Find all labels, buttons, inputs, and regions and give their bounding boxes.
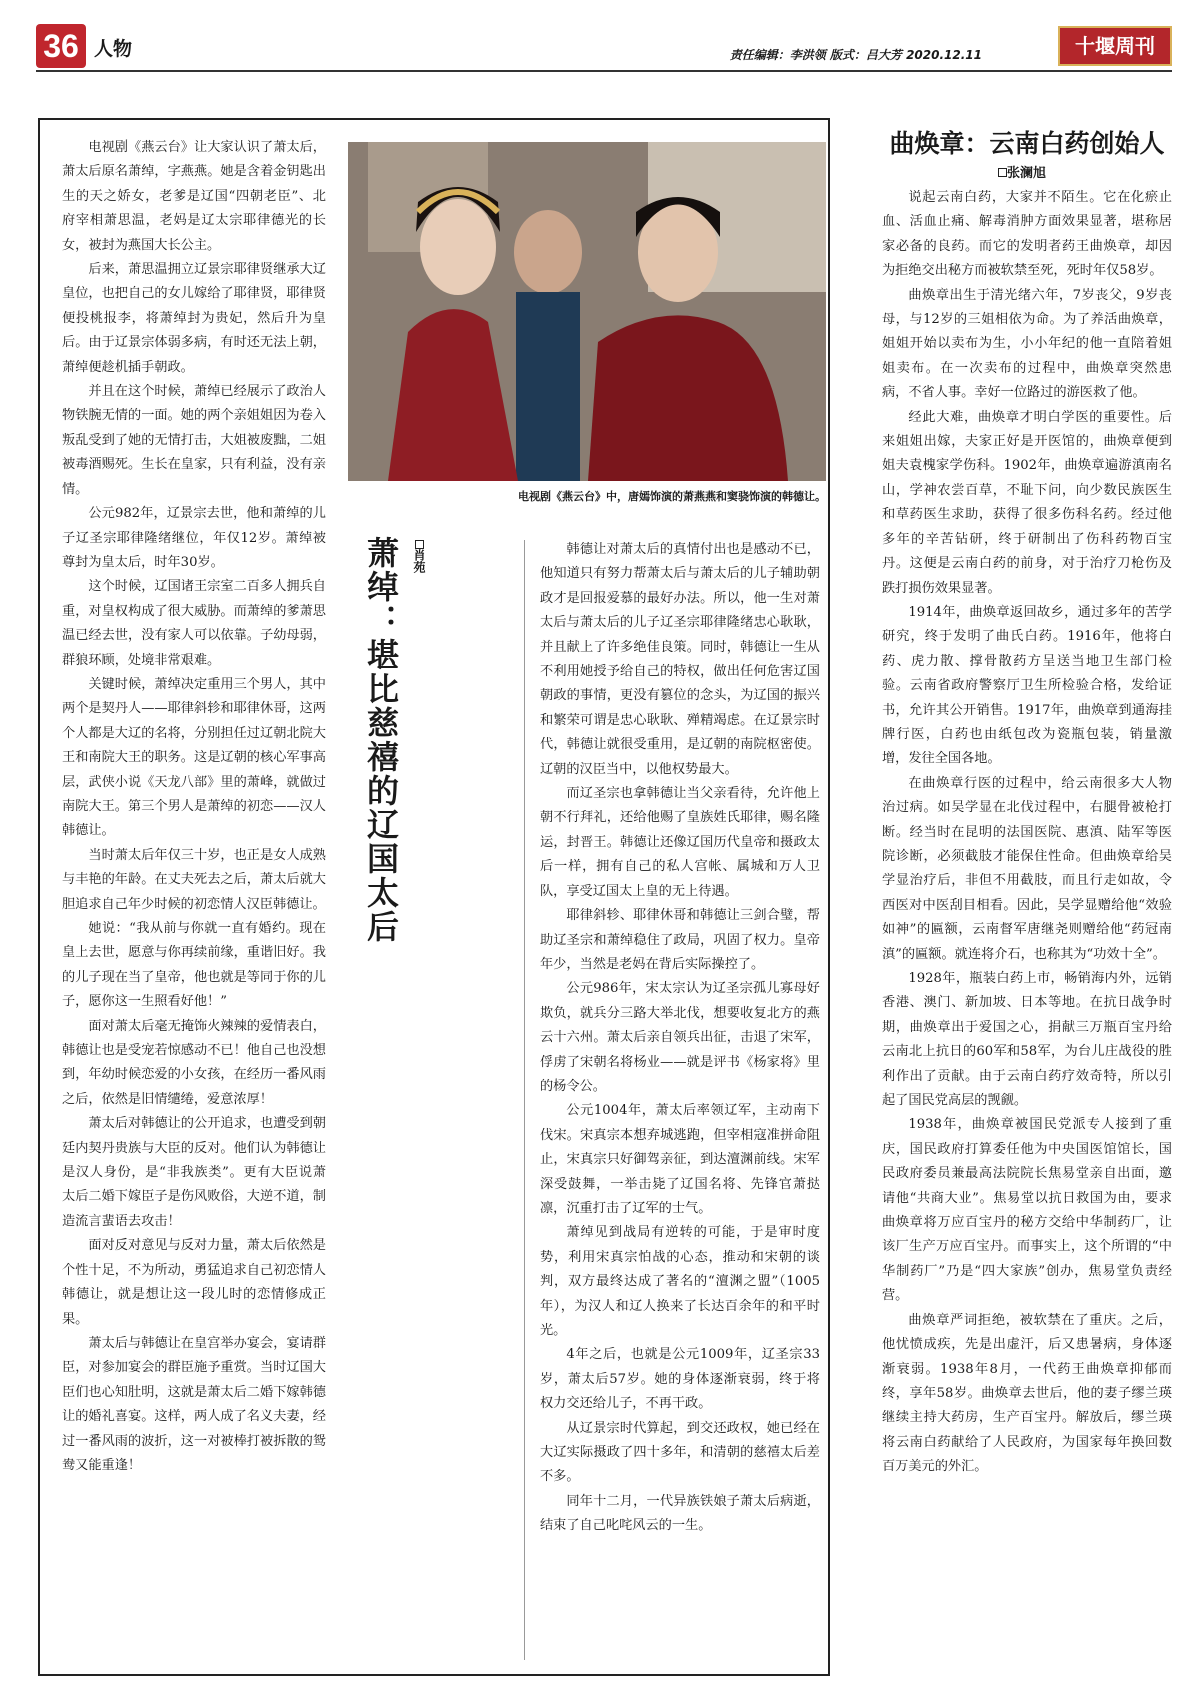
photo-caption: 电视剧《燕云台》中，唐嫣饰演的萧燕燕和窦骁饰演的韩德让。 xyxy=(518,490,826,503)
paragraph: 关键时候，萧绰决定重用三个男人，其中两个是契丹人——耶律斜轸和耶律休哥，这两个人都是大辽的名将，分别担任过辽朝北院大王和南院大王的职务。这是辽朝的核心军事高层，武侠小说《天龙八部》里的萧峰，就做过南院大王。第三个男人是萧绰的初恋——汉人韩德让。 xyxy=(62,676,326,839)
paragraph: 在曲焕章行医的过程中，给云南很多大人物治过病。如吴学显在北伐过程中，右腿骨被枪打断。经当时在昆明的法国医院、惠滇、陆军等医院诊断，必须截肢才能保住性命。但曲焕章给吴学显治疗后，非但不用截肢，而且行走如故，令西医对中医刮目相看。因此，吴学显赠给他“效验如神”的匾额，云南督军唐继尧则赠给他“药冠南滇”的匾额。就连将介石，也称其为“功效十全”。 xyxy=(882,775,1172,962)
paragraph: 曲焕章出生于清光绪六年，7岁丧父，9岁丧母，与12岁的三姐相依为命。为了养活曲焕章，姐姐开始以卖布为生，小小年纪的他一直陪着姐姐卖布。在一次卖布的过程中，曲焕章突然患病，不省人事。幸好一位路过的游医救了他。 xyxy=(882,287,1172,401)
paragraph: 后来，萧思温拥立辽景宗耶律贤继承大辽皇位，也把自己的女儿嫁给了耶律贤，耶律贤便投桃报李，将萧绰封为贵妃，然后升为皇后。由于辽景宗体弱多病，有时还无法上朝，萧绰便趁机插手朝政。 xyxy=(62,262,326,375)
editor-credits: 责任编辑：李洪领 版式：吕大芳 2020.12.11 xyxy=(729,48,982,62)
paragraph: 萧太后对韩德让的公开追求，也遭受到朝廷内契丹贵族与大臣的反对。他们认为韩德让是汉人身份，是“非我族类”。更有大臣说萧太后二婚下嫁臣子是伤风败俗，大逆不道，制造流言蜚语去攻击！ xyxy=(62,1116,326,1229)
article2-author: 张澜旭 xyxy=(1007,166,1047,181)
paragraph: 而辽圣宗也拿韩德让当父亲看待，允许他上朝不行拜礼，还给他赐了皇族姓氏耶律，赐名隆运，封晋王。韩德让还像辽国历代皇帝和摄政太后一样，拥有自己的私人宫帐、属城和万人卫队，享受辽国太上皇的无上待遇。 xyxy=(540,786,820,899)
paragraph: 公元986年，宋太宗认为辽圣宗孤儿寡母好欺负，就兵分三路大举北伐，想要收复北方的燕云十六州。萧太后亲自领兵出征，击退了宋军，俘虏了宋朝名将杨业——就是评书《杨家将》里的杨令公。 xyxy=(540,981,820,1094)
drama-still-photo xyxy=(348,142,826,481)
paragraph: 从辽景宗时代算起，到交还政权，她已经在大辽实际摄政了四十多年，和清朝的慈禧太后差不多。 xyxy=(540,1420,820,1485)
article1-title: 萧绰：堪比慈禧的辽国太后 xyxy=(362,536,400,944)
byline-box-icon xyxy=(415,540,424,549)
paragraph: 面对萧太后毫无掩饰火辣辣的爱情表白，韩德让也是受宠若惊感动不已！他自己也没想到，年幼时候恋爱的小女孩，在经历一番风雨之后，依然是旧情缱绻，爱意浓厚！ xyxy=(62,1018,326,1107)
paragraph: 并且在这个时候，萧绰已经展示了政治人物铁腕无情的一面。她的两个亲姐姐因为卷入叛乱受到了她的无情打击，大姐被废黜，二姐被毒酒赐死。生长在皇家，只有利益，没有亲情。 xyxy=(62,384,326,497)
article2-byline xyxy=(998,162,1046,181)
page-number: 36 xyxy=(36,24,86,68)
section-label: 人物 xyxy=(94,38,133,60)
paragraph: 说起云南白药，大家并不陌生。它在化瘀止血、活血止痛、解毒消肿方面效果显著，堪称居家必备的良药。而它的发明者药王曲焕章，却因为拒绝交出秘方而被软禁至死，死时年仅58岁。 xyxy=(882,190,1172,279)
page-header xyxy=(36,24,1172,68)
header-rule xyxy=(36,70,1172,72)
paragraph: 她说：“我从前与你就一直有婚约。现在皇上去世，愿意与你再续前缘，重谐旧好。我的儿子现在当了皇帝，他也就是等同于你的儿子，愿你这一生照看好他！” xyxy=(62,921,326,1010)
paragraph: 1914年，曲焕章返回故乡，通过多年的苦学研究，终于发明了曲氏白药。1916年，他将白药、虎力散、撑骨散药方呈送当地卫生部门检验。云南省政府警察厅卫生所检验合格，发给证书，允许其公开销售。1917年，曲焕章到通海挂牌行医，白药也由纸包改为瓷瓶包装，销量激增，发往全国各地。 xyxy=(882,604,1172,767)
article2-column xyxy=(882,186,1172,1480)
paragraph: 同年十二月，一代异族铁娘子萧太后病逝，结束了自己叱咤风云的一生。 xyxy=(540,1493,820,1534)
paragraph: 经此大难，曲焕章才明白学医的重要性。后来姐姐出嫁，夫家正好是开医馆的，曲焕章便到姐夫袁槐家学伤科。1902年，曲焕章遍游滇南名山，学神农尝百草，不耻下问，向少数民族医生和草药医生求助，获得了很多伤科名药。经过他多年的辛苦钻研，终于研制出了伤科药物百宝丹。这便是云南白药的前身，对于治疗刀枪伤及跌打损伤效果显著。 xyxy=(882,409,1172,596)
paragraph: 1938年，曲焕章被国民党派专人接到了重庆，国民政府打算委任他为中央国医馆馆长，国民政府委员兼最高法院院长焦易堂亲自出面，邀请他“共商大业”。焦易堂以抗日救国为由，要求曲焕章将万应百宝丹的秘方交给中华制药厂，让该厂生产万应百宝丹。而事实上，这个所谓的“中华制药厂”乃是“四大家族”创办，焦易堂负责经营。 xyxy=(882,1117,1172,1304)
paragraph: 韩德让对萧太后的真情付出也是感动不已，他知道只有努力帮萧太后与萧太后的儿子辅助朝政才是回报爱慕的最好办法。所以，他一生对萧太后与萧太后的儿子辽圣宗耶律隆绪忠心耿耿，并且献上了许多绝佳良策。同时，韩德让一生从不利用她授予给自己的特权，做出任何危害辽国朝政的事情，更没有篡位的念头，为辽国的振兴和繁荣可谓是忠心耿耿、殚精竭虑。在辽景宗时代，韩德让就很受重用，是辽朝的南院枢密使。辽朝的汉臣当中，以他权势最大。 xyxy=(540,542,820,777)
article1-byline xyxy=(408,540,428,573)
paragraph: 公元1004年，萧太后率领辽军，主动南下伐宋。宋真宗本想弃城逃跑，但宰相寇准拼命阻止，宋真宗只好御驾亲征，到达澶渊前线。宋军深受鼓舞，一举击毙了辽国名将、先锋官萧挞凛，沉重打击了辽军的士气。 xyxy=(540,1103,820,1216)
paragraph: 耶律斜轸、耶律休哥和韩德让三剑合璧，帮助辽圣宗和萧绰稳住了政局，巩固了权力。皇帝年少，当然是老妈在背后实际操控了。 xyxy=(540,908,820,972)
paragraph: 这个时候，辽国诸王宗室二百多人拥兵自重，对皇权构成了很大威胁。而萧绰的爹萧思温已经去世，没有家人可以依靠。子幼母弱，群狼环顾，处境非常艰难。 xyxy=(62,579,326,668)
article1-author: 肖苑 xyxy=(412,549,426,573)
column-divider xyxy=(524,540,525,1660)
paragraph: 萧绰见到战局有逆转的可能，于是审时度势，利用宋真宗怕战的心态，推动和宋朝的谈判，双方最终达成了著名的“澶渊之盟”（1005年），为汉人和辽人换来了长达百余年的和平时光。 xyxy=(540,1225,820,1338)
byline-box-icon xyxy=(998,168,1007,177)
paragraph: 4年之后，也就是公元1009年，辽圣宗33岁，萧太后57岁。她的身体逐渐衰弱，终于将权力交还给儿子，不再干政。 xyxy=(540,1347,820,1412)
paragraph: 萧太后与韩德让在皇宫举办宴会，宴请群臣，对参加宴会的群臣施予重赏。当时辽国大臣们也心知肚明，这就是萧太后二婚下嫁韩德让的婚礼喜宴。这样，两人成了名义夫妻，经过一番风雨的波折，这一对被棒打被拆散的鸳鸯又能重逢！ xyxy=(62,1335,326,1473)
paragraph: 1928年，瓶装白药上市，畅销海内外，远销香港、澳门、新加坡、日本等地。在抗日战争时期，曲焕章出于爱国之心，捐献三万瓶百宝丹给云南北上抗日的60军和58军，为台儿庄战役的胜利作出了贡献。由于云南白药疗效奇特，所以引起了国民党高层的觊觎。 xyxy=(882,971,1172,1109)
article2-title: 曲焕章：云南白药创始人 xyxy=(889,129,1165,158)
paragraph: 当时萧太后年仅三十岁，也正是女人成熟与丰艳的年龄。在丈夫死去之后，萧太后就大胆追求自己年少时候的初恋情人汉臣韩德让。 xyxy=(62,847,326,912)
photo-illustration xyxy=(348,142,826,481)
article1-column-1 xyxy=(62,136,326,1478)
paragraph: 公元982年，辽景宗去世，他和萧绰的儿子辽圣宗耶律隆绪继位，年仅12岁。萧绰被尊封为皇太后，时年30岁。 xyxy=(62,506,326,570)
masthead-logo: 十堰周刊 xyxy=(1058,26,1172,66)
paragraph: 电视剧《燕云台》让大家认识了萧太后，萧太后原名萧绰，字燕燕。她是含着金钥匙出生的天之娇女，老爹是辽国“四朝老臣”、北府宰相萧思温，老妈是辽太宗耶律德光的长女，被封为燕国大长公主。 xyxy=(62,140,326,253)
paragraph: 曲焕章严词拒绝，被软禁在了重庆。之后，他忧愤成疾，先是出虚汗，后又患暑病，身体逐渐衰弱。1938年8月，一代药王曲焕章抑郁而终，享年58岁。曲焕章去世后，他的妻子缪兰瑛继续主持大药房，生产百宝丹。解放后，缪兰瑛将云南白药献给了人民政府，为国家每年换回数百万美元的外汇。 xyxy=(882,1312,1172,1475)
article1-column-2 xyxy=(540,538,820,1539)
paragraph: 面对反对意见与反对力量，萧太后依然是个性十足，不为所动，勇猛追求自己初恋情人韩德让，就是想让这一段儿时的恋情修成正果。 xyxy=(62,1238,326,1327)
